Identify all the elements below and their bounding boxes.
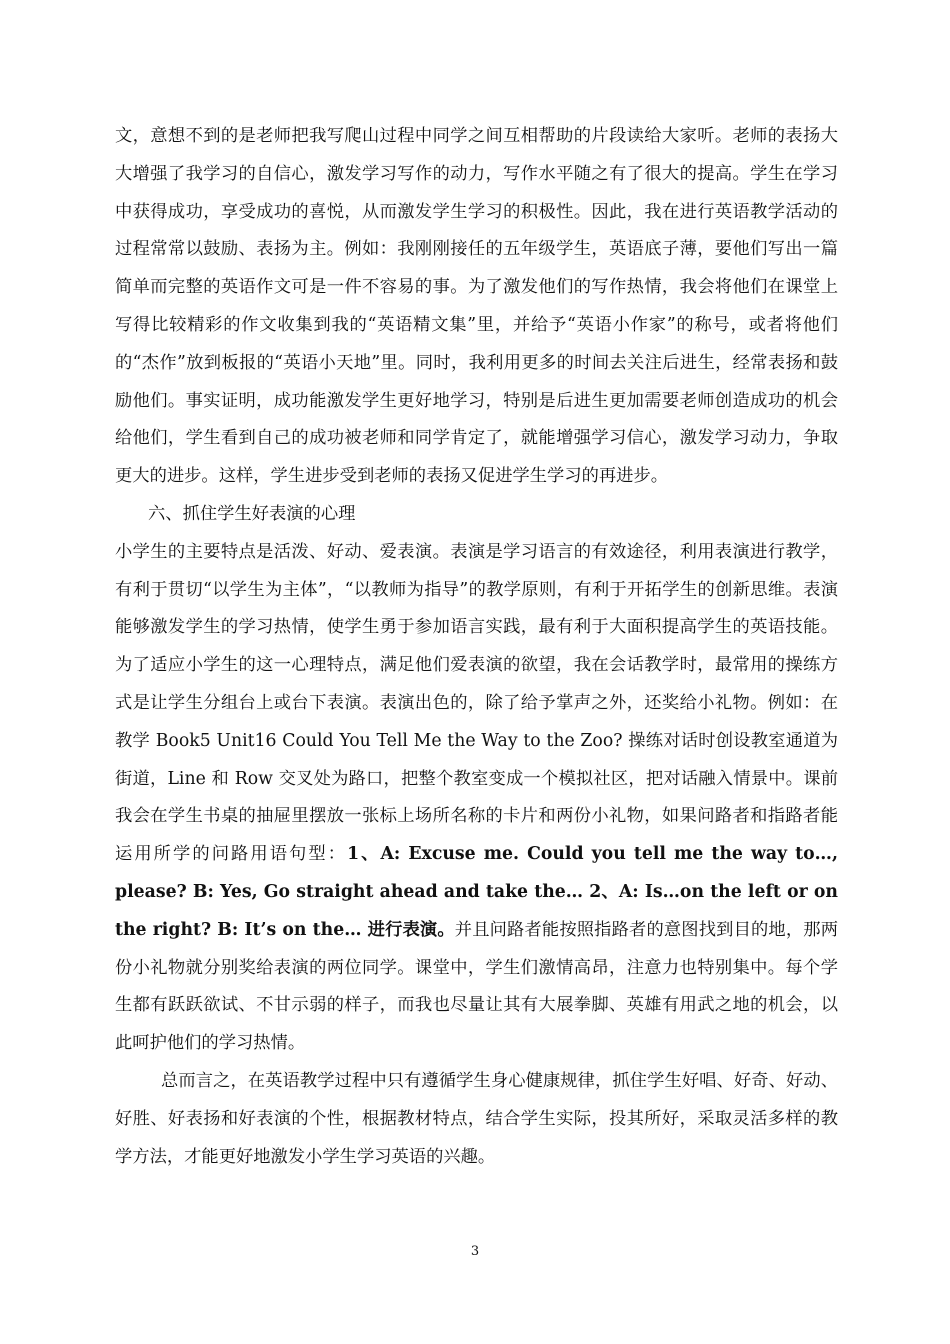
body-text bbox=[115, 118, 838, 1176]
paragraph-performance bbox=[115, 534, 838, 1063]
paragraph-praise-writing: 文，意想不到的是老师把我写爬山过程中同学之间互相帮助的片段读给大家听。老师的表扬大大增强了我学习的自信心，激发学习写作的动力，写作水平随之有了很大的提高。学生在学习中获得成功，享受成功的喜悦，从而激发学生学习的积极性。因此，我在进行英语教学活动的过程常常以鼓励、表扬为主。例如：我刚刚接任的五年级学生，英语底子薄，要他们写出一篇简单而完整的英语作文可是一件不容易的事。为了激发他们的写作热情，我会将他们在课堂上写得比较精彩的作文收集到我的“英语精文集”里，并给予“英语小作家”的称号，或者将他们的“杰作”放到板报的“英语小天地”里。同时，我利用更多的时间去关注后进生，经常表扬和鼓励他们。事实证明，成功能激发学生更好地学习，特别是后进生更加需要老师创造成功的机会给他们，学生看到自己的成功被老师和同学肯定了，就能增强学习信心，激发学习动力，争取更大的进步。这样，学生进步受到老师的表扬又促进学生学习的再进步。 bbox=[115, 126, 838, 487]
dialogue-sentence-patterns: 1、A: Excuse me. Could you tell me the way to…, please? B: Yes, Go straight ahead and take the… 2、A: Is…on the left or on the right? B: It’s on the… 进行表演。 bbox=[115, 844, 838, 940]
section-heading-six: 六、抓住学生好表演的心理 bbox=[148, 503, 356, 524]
paragraph-conclusion: 总而言之，在英语教学过程中只有遵循学生身心健康规律，抓住学生好唱、好奇、好动、好胜、好表扬和好表演的个性，根据教材特点，结合学生实际，投其所好，采取灵活多样的教学方法，才能更好地激发小学生学习英语的兴趣。 bbox=[115, 1070, 838, 1167]
page-number: 3 bbox=[470, 1244, 480, 1259]
paragraph-performance-text-1: 小学生的主要特点是活泼、好动、爱表演。表演是学习语言的有效途径，利用表演进行教学，有利于贯切“以学生为主体”，“以教师为指导”的教学原则，有利于开拓学生的创新思维。表演能够激发学生的学习热情，使学生勇于参加语言实践，最有利于大面积提高学生的英语技能。为了适应小学生的这一心理特点，满足他们爱表演的欲望，我在会话教学时，最常用的操练方式是让学生分组台上或台下表演。表演出色的，除了给予掌声之外，还奖给小礼物。例如：在教学 Book5 Unit16 Could You Tell Me the Way to the Zoo? 操练对话时创设教室通道为街道，Line 和 Row 交叉处为路口，把整个教室变成一个模拟社区，把对话融入情景中。课前我会在学生书桌的抽屉里摆放一张标上场所名称的卡片和两份小礼物，如果问路者和指路者能运用所学的问路用语句型： bbox=[115, 541, 838, 865]
paragraph-performance-text-2: 并且问路者能按照指路者的意图找到目的地，那两份小礼物就分别奖给表演的两位同学。课堂中，学生们激情高昂，注意力也特别集中。每个学生都有跃跃欲试、不甘示弱的样子，而我也尽量让其有大展拳脚、英雄有用武之地的机会，以此呵护他们的学习热情。 bbox=[115, 919, 838, 1054]
